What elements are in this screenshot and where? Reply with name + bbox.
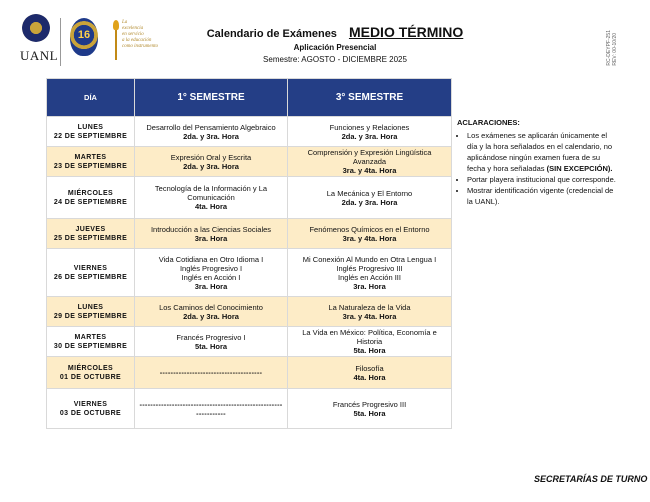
exam-hour: 3ra. y 4ta. Hora — [342, 233, 397, 243]
exam-hour: 3ra. Hora — [194, 233, 228, 243]
clarification-text: Portar playera institucional que corresponde. — [467, 175, 616, 184]
clarification-item — [467, 174, 619, 185]
table-row — [47, 327, 452, 357]
table-row — [47, 357, 452, 389]
subject-name: Filosofía — [355, 363, 384, 373]
logo-group — [20, 14, 170, 74]
subject-name: Desarrollo del Pensamiento Algebraico — [146, 122, 276, 132]
third-semester-cell — [288, 357, 452, 389]
exam-hour: 5ta. Hora — [194, 341, 228, 351]
table-row — [47, 219, 452, 249]
first-semester-cell — [135, 297, 288, 327]
third-semester-cell — [288, 219, 452, 249]
torch-icon — [112, 20, 120, 60]
subject-name: Los Caminos del Conocimiento — [159, 302, 263, 312]
subject-name: Francés Progresivo I — [176, 332, 246, 342]
clarification-text: Los exámenes se aplicarán únicamente el día y la hora señalados en el calendario, no aplicándose ningún examen fuera de su fecha y hora señaladas — [467, 131, 613, 173]
third-semester-cell — [288, 297, 452, 327]
table-row — [47, 117, 452, 147]
exam-day-cell — [47, 297, 135, 327]
subject-name: Tecnología de la Información y La Comunicación — [154, 184, 268, 202]
first-semester-cell — [135, 327, 288, 357]
third-semester-cell — [288, 389, 452, 429]
third-semester-cell — [288, 117, 452, 147]
motto-line: a la educación — [122, 38, 152, 43]
footer-signature: SECRETARÍAS DE TURNO — [534, 474, 648, 484]
exam-date: 01 DE OCTUBRE — [59, 373, 122, 381]
no-exam-dash: -------------------------------------- — [159, 368, 263, 377]
clarification-text: Mostrar identificación vigente (credencial de la UANL). — [467, 186, 614, 206]
exam-hour: 3ra. Hora — [353, 281, 386, 291]
page-header — [200, 24, 470, 64]
exam-day-cell — [47, 357, 135, 389]
third-semester-cell — [288, 147, 452, 177]
clarification-item — [467, 185, 619, 207]
exam-day-cell — [47, 117, 135, 147]
clarifications-section — [457, 117, 619, 207]
logo-divider — [60, 18, 61, 66]
clarification-item — [467, 130, 619, 174]
exam-day-cell — [47, 147, 135, 177]
exam-hour: 2da. y 3ra. Hora — [341, 131, 398, 141]
weekday: MARTES — [74, 153, 107, 161]
weekday: MIÉRCOLES — [67, 189, 114, 197]
motto-text — [122, 20, 172, 50]
subject-name: Expresión Oral y Escrita — [170, 152, 252, 162]
first-semester-cell — [135, 117, 288, 147]
weekday: LUNES — [77, 303, 104, 311]
exam-hour: 2da. y 3ra. Hora — [183, 131, 239, 141]
clarifications-list — [457, 130, 619, 207]
subject-name: Vida Cotidiana en Otro Idioma I — [158, 254, 264, 264]
exam-day-cell — [47, 327, 135, 357]
table-row — [47, 249, 452, 297]
weekday: VIERNES — [73, 264, 108, 272]
exam-hour: 3ra. Hora — [194, 281, 228, 291]
subject-name: La Vida en México: Política, Economía e Historia — [302, 328, 437, 346]
weekday: JUEVES — [75, 225, 106, 233]
weekday: MARTES — [74, 333, 107, 341]
uanl-wordmark: UANL — [20, 48, 59, 63]
subject-name: Inglés Progresivo I — [179, 263, 243, 273]
subject-name: Introducción a las Ciencias Sociales — [150, 224, 272, 234]
subject-name: Fenómenos Químicos en el Entorno — [309, 224, 430, 234]
page-title — [200, 24, 470, 40]
no-exam-dash: ---------------------------------------------------------------- — [139, 399, 283, 418]
subject-name: Inglés Progresivo III — [336, 263, 403, 273]
motto-line: como instrumento — [122, 44, 158, 49]
subject-name: Inglés en Acción III — [338, 272, 401, 282]
exam-day-cell — [47, 389, 135, 429]
clarification-emphasis: (SIN EXCEPCIÓN). — [546, 164, 613, 173]
exam-day-cell — [47, 177, 135, 219]
exam-hour: 4ta. Hora — [353, 372, 386, 382]
table-row — [47, 389, 452, 429]
table-row — [47, 177, 452, 219]
exam-hour: 4ta. Hora — [194, 202, 228, 211]
first-semester-cell — [135, 357, 288, 389]
exam-date: 23 DE SEPTIEMBRE — [53, 162, 128, 170]
exam-hour: 3ra. y 4ta. Hora — [342, 166, 397, 175]
exam-date: 22 DE SEPTIEMBRE — [53, 132, 128, 140]
exam-hour: 3ra. y 4ta. Hora — [342, 311, 397, 321]
exam-date: 25 DE SEPTIEMBRE — [53, 234, 128, 242]
prepa-number: 16 — [77, 29, 91, 41]
table-row — [47, 297, 452, 327]
first-semester-cell — [135, 219, 288, 249]
exam-hour: 2da. y 3ra. Hora — [183, 161, 239, 171]
exam-hour: 2da. y 3ra. Hora — [341, 197, 398, 207]
third-semester-cell — [288, 249, 452, 297]
subject-name: Francés Progresivo III — [332, 399, 407, 409]
subject-name: Inglés en Acción I — [181, 272, 241, 282]
subject-name: La Mecánica y El Entorno — [326, 188, 413, 198]
exam-hour: 5ta. Hora — [353, 408, 386, 418]
exam-date: 03 DE OCTUBRE — [59, 409, 122, 417]
page-subtitle: Aplicación Presencial — [293, 43, 377, 52]
exam-hour: 5ta. Hora — [353, 346, 386, 355]
first-semester-cell — [135, 147, 288, 177]
exam-day-cell — [47, 219, 135, 249]
third-semester-cell — [288, 177, 452, 219]
weekday: VIERNES — [73, 400, 108, 408]
weekday: MIÉRCOLES — [67, 364, 114, 372]
subject-name: Funciones y Relaciones — [329, 122, 410, 132]
table-row — [47, 147, 452, 177]
motto-line: en servicio — [122, 32, 144, 37]
exam-hour: 2da. y 3ra. Hora — [183, 311, 239, 321]
first-semester-cell — [135, 177, 288, 219]
exam-date: 26 DE SEPTIEMBRE — [53, 273, 128, 281]
subject-name: Comprensión y Expresión Lingüística Avanzada — [307, 148, 432, 166]
clarifications-title: ACLARACIONES: — [457, 118, 520, 127]
semester-label: Semestre: AGOSTO - DICIEMBRE 2025 — [263, 55, 407, 64]
exam-calendar-table — [46, 78, 452, 429]
subject-name: Mi Conexión Al Mundo en Otra Lengua I — [302, 254, 437, 264]
subject-name: La Naturaleza de la Vida — [328, 302, 411, 312]
motto-line: excelencia — [122, 26, 144, 31]
column-header-day: DÍA — [47, 79, 135, 117]
exam-date: 24 DE SEPTIEMBRE — [53, 198, 128, 206]
column-header-third-semester: 3° SEMESTRE — [288, 79, 452, 117]
third-semester-cell — [288, 327, 452, 357]
column-header-first-semester: 1° SEMESTRE — [135, 79, 288, 117]
exam-date: 29 DE SEPTIEMBRE — [53, 312, 128, 320]
title-main: Calendario de Exámenes — [206, 28, 337, 40]
prepa-16-logo — [70, 18, 98, 56]
exam-day-cell — [47, 249, 135, 297]
exam-date: 30 DE SEPTIEMBRE — [53, 342, 128, 350]
motto-line: La — [122, 20, 128, 25]
document-code: RC-DEYPF-251 REV: 00-10/20 — [606, 30, 618, 66]
first-semester-cell — [135, 249, 288, 297]
title-term: MEDIO TÉRMINO — [348, 24, 464, 40]
weekday: LUNES — [77, 123, 104, 131]
uanl-seal-logo — [22, 14, 50, 42]
first-semester-cell — [135, 389, 288, 429]
